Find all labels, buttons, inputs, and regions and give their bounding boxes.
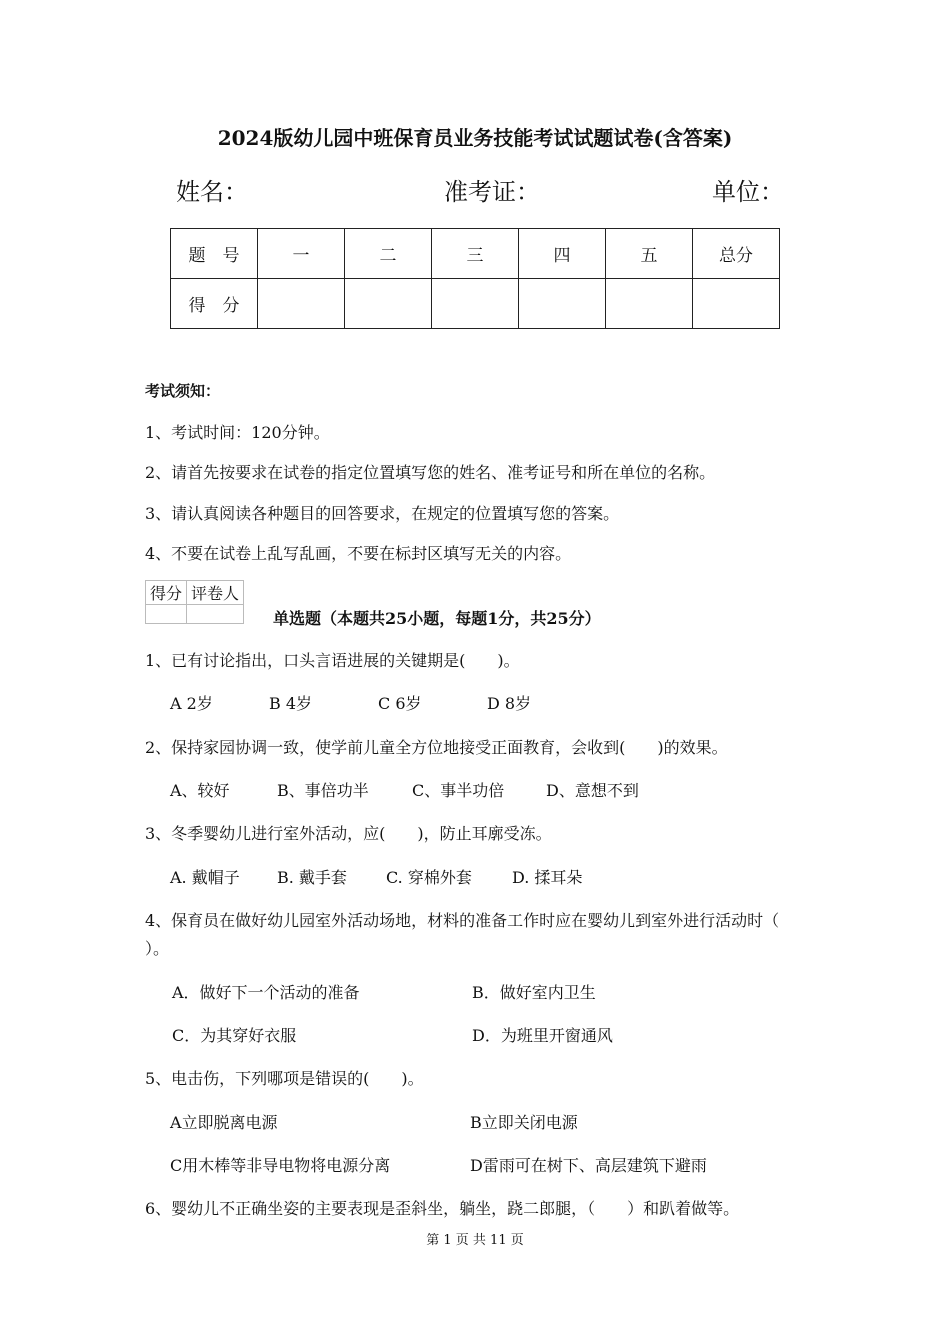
question-stem: 2、保持家园协调一致，使学前儿童全方位地接受正面教育，会收到( )的效果。 (145, 738, 728, 757)
notice-item: 3、请认真阅读各种题目的回答要求，在规定的位置填写您的答案。 (145, 504, 620, 523)
question-option: C 6岁 (378, 694, 422, 713)
score-table-header-row (171, 229, 780, 279)
question-option: A、较好 (170, 781, 230, 800)
section-heading: 单选题（本题共25小题，每题1分，共25分） (273, 609, 601, 628)
question-stem: 5、电击伤，下列哪项是错误的( )。 (145, 1069, 424, 1088)
score-row-label: 得 分 (171, 279, 258, 329)
page-footer: 第 1 页 共 11 页 (426, 1233, 524, 1248)
notice-heading: 考试须知： (145, 382, 221, 400)
question-option: D、意想不到 (546, 781, 639, 800)
score-header-cell: 总分 (693, 229, 780, 279)
grader-label: 评卷人 (187, 581, 244, 605)
score-header-cell: 五 (606, 229, 693, 279)
notice-item: 2、请首先按要求在试卷的指定位置填写您的姓名、准考证号和所在单位的名称。 (145, 463, 716, 482)
score-cell[interactable] (606, 279, 693, 329)
score-cell[interactable] (258, 279, 345, 329)
notice-item: 4、不要在试卷上乱写乱画，不要在标封区填写无关的内容。 (145, 544, 572, 563)
question-option: B、事倍功半 (277, 781, 369, 800)
question-option: C. 穿棉外套 (386, 868, 472, 887)
grader-box (145, 580, 244, 624)
score-cell[interactable] (693, 279, 780, 329)
question-option: C、事半功倍 (412, 781, 505, 800)
grader-score-cell[interactable] (146, 605, 187, 624)
score-cell[interactable] (345, 279, 432, 329)
question-option: D. 揉耳朵 (512, 868, 583, 887)
score-header-cell: 二 (345, 229, 432, 279)
question-option: A. 戴帽子 (170, 868, 240, 887)
question-option: A立即脱离电源 (170, 1113, 278, 1132)
score-table-score-row (171, 279, 780, 329)
question-option: B．做好室内卫生 (472, 983, 596, 1002)
exam-title: 2024版幼儿园中班保育员业务技能考试试题试卷(含答案) (217, 126, 733, 150)
question-option: C．为其穿好衣服 (172, 1026, 297, 1045)
question-option: D 8岁 (487, 694, 532, 713)
score-cell[interactable] (432, 279, 519, 329)
grader-name-cell[interactable] (187, 605, 244, 624)
grader-score-label: 得分 (146, 581, 187, 605)
question-option: D雷雨可在树下、高层建筑下避雨 (470, 1156, 707, 1175)
question-option: B立即关闭电源 (470, 1113, 578, 1132)
score-header-cell: 一 (258, 229, 345, 279)
question-stem-continued: ）。 (145, 939, 170, 958)
exam-id-label: 准考证： (444, 178, 540, 206)
score-header-cell: 三 (432, 229, 519, 279)
question-stem: 6、婴幼儿不正确坐姿的主要表现是歪斜坐，躺坐，跷二郎腿，（ ）和趴着做等。 (145, 1199, 740, 1218)
question-option: A 2岁 (170, 694, 213, 713)
question-option: B. 戴手套 (277, 868, 347, 887)
notice-item: 1、考试时间：120分钟。 (145, 423, 330, 442)
score-header-cell: 题 号 (171, 229, 258, 279)
name-label: 姓名： (176, 178, 248, 206)
unit-label: 单位： (712, 178, 784, 206)
question-stem: 4、保育员在做好幼儿园室外活动场地，材料的准备工作时应在婴幼儿到室外进行活动时（ (145, 911, 780, 930)
question-stem: 1、已有讨论指出，口头言语进展的关键期是( )。 (145, 651, 520, 670)
question-option: D．为班里开窗通风 (472, 1026, 613, 1045)
question-option: C用木棒等非导电物将电源分离 (170, 1156, 391, 1175)
question-stem: 3、冬季婴幼儿进行室外活动，应( )，防止耳廓受冻。 (145, 824, 552, 843)
score-header-cell: 四 (519, 229, 606, 279)
question-option: A．做好下一个活动的准备 (172, 983, 360, 1002)
score-table (170, 228, 780, 329)
question-option: B 4岁 (269, 694, 313, 713)
score-cell[interactable] (519, 279, 606, 329)
